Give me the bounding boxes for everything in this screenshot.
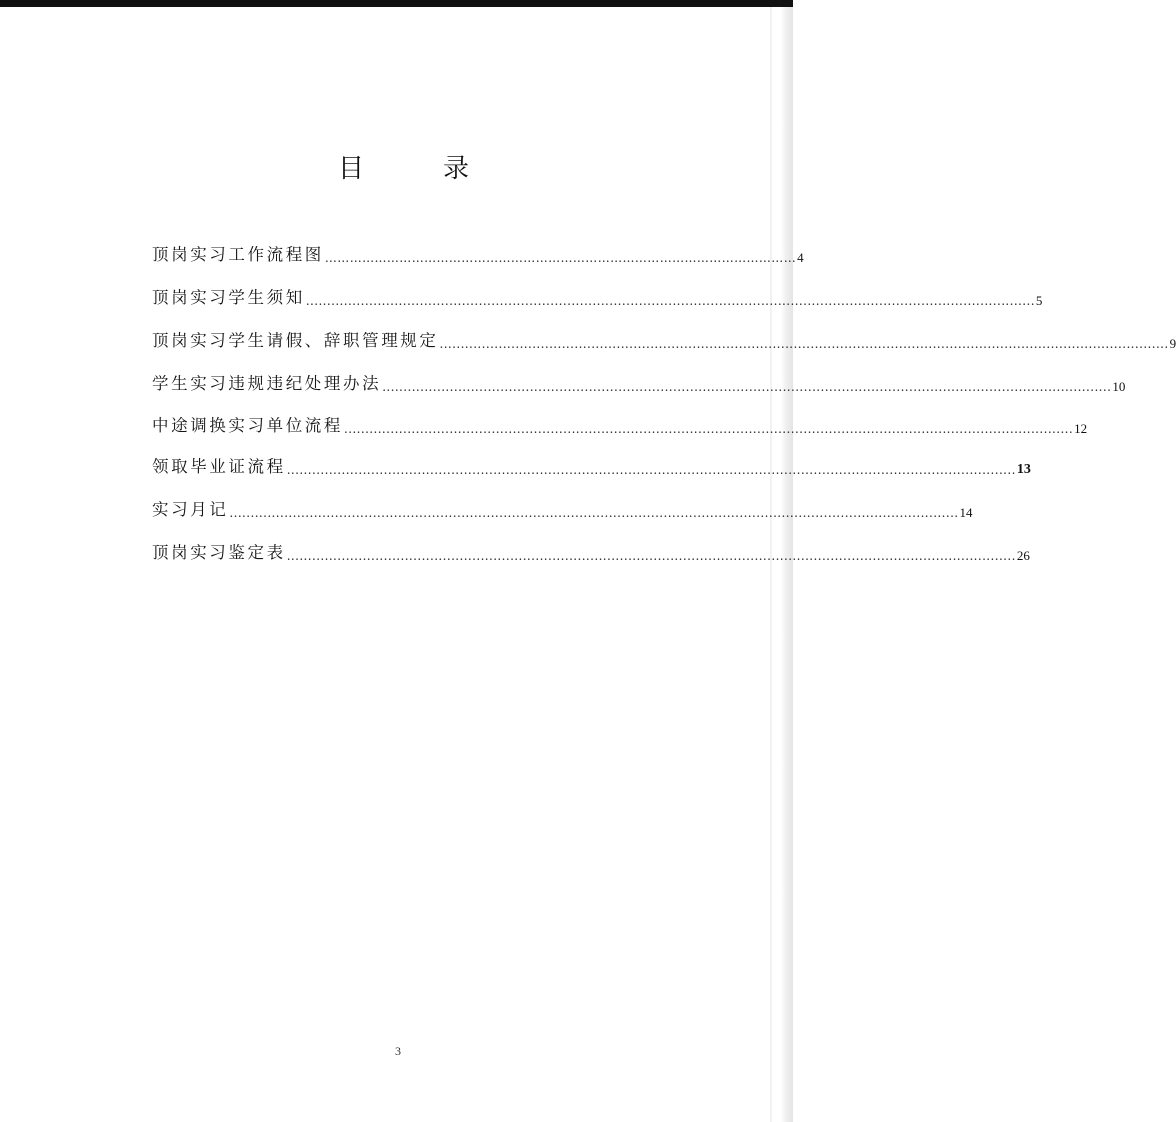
toc-dot-leader: ............................................................................................................................................................................. [439,337,1169,351]
toc-dot-leader: ............................................................................................................................................................................. [229,506,959,520]
scan-top-edge [0,0,793,7]
page-title [300,148,500,188]
toc-dot-leader: ............................................................................................................................................................................. [286,549,1016,563]
title-char-2: 录 [443,154,470,184]
toc-entry-title: 实习月记 [152,500,229,519]
toc-entry-title: 顶岗实习工作流程图 [152,245,324,264]
toc-entry-4[interactable] [152,369,1126,395]
toc-entry-page: 13 [1016,462,1031,477]
toc-entry-2[interactable] [152,283,1043,309]
toc-entry-6[interactable] [152,452,1031,478]
toc-entry-page: 4 [797,250,804,265]
toc-dot-leader: …………………………………………………………………………………………………… [324,251,797,265]
toc-dot-leader: ............................................................................................................................................................................. [382,380,1112,394]
title-char-1: 目 [338,154,365,184]
toc-entry-title: 顶岗实习学生请假、辞职管理规定 [152,331,439,350]
toc-entry-page: 14 [959,505,973,520]
toc-entry-8[interactable] [152,538,1030,564]
toc-entry-title: 领取毕业证流程 [152,457,286,476]
toc-entry-5[interactable] [152,411,1088,437]
toc-dot-leader: ............................................................................................................................................................................. [344,422,1074,436]
toc-entry-1[interactable] [152,240,804,266]
toc-dot-leader: ............................................................................................................................................................................. [305,294,1035,308]
toc-entry-title: 学生实习违规违纪处理办法 [152,374,382,393]
scan-right-edge [781,7,793,1122]
toc-entry-title: 顶岗实习鉴定表 [152,543,286,562]
toc-entry-page: 10 [1112,379,1126,394]
toc-entry-title: 顶岗实习学生须知 [152,288,305,307]
toc-dot-leader: ............................................................................................................................................................................. [286,463,1016,477]
toc-entry-7[interactable] [152,495,973,521]
scan-shadow-line [770,7,772,1122]
toc-entry-3[interactable] [152,326,1176,352]
toc-entry-page: 5 [1035,293,1043,308]
toc-entry-page: 9 [1169,336,1176,351]
toc-entry-title: 中途调换实习单位流程 [152,416,343,435]
toc-entry-page: 26 [1016,548,1030,563]
toc-entry-page: 12 [1074,421,1088,436]
page-number: 3 [395,1044,401,1058]
